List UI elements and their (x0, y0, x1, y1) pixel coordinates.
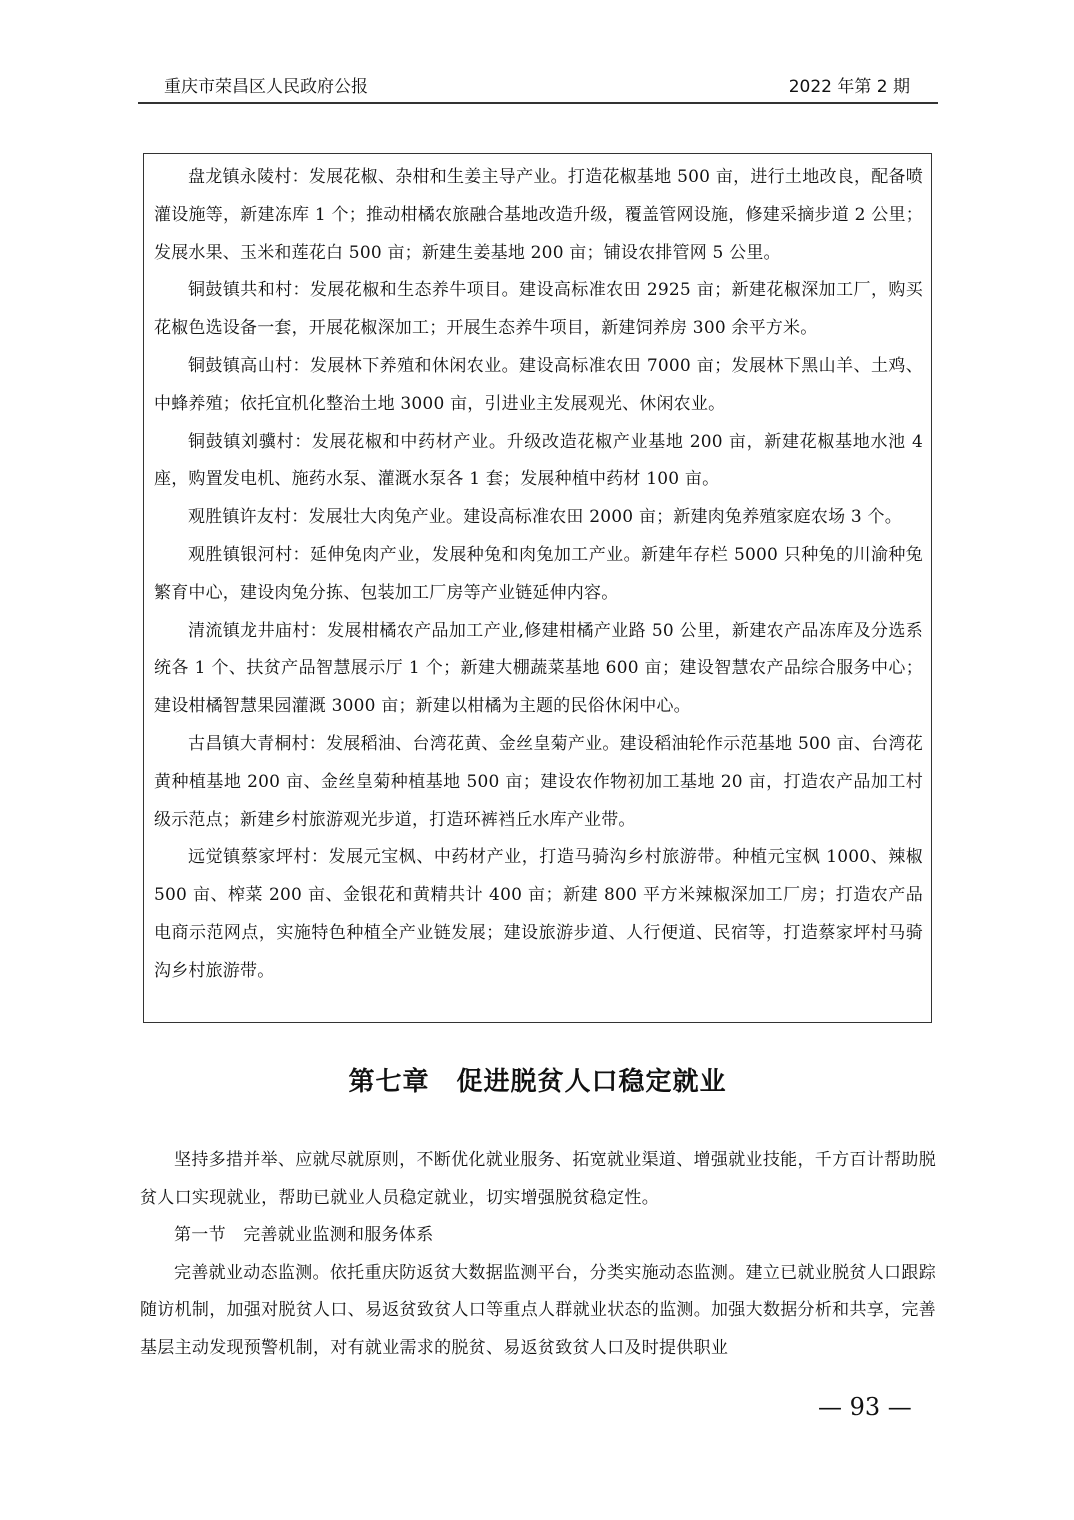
box-paragraph: 观胜镇许友村：发展壮大肉兔产业。建设高标准农田 2000 亩；新建肉兔养殖家庭农场 3 个。 (188, 507, 902, 528)
village-industry-box (143, 153, 932, 1023)
box-paragraph: 远觉镇蔡家坪村：发展元宝枫、中药材产业，打造马骑沟乡村旅游带。种植元宝枫 1000、辣椒 500 亩、榨菜 200 亩、金银花和黄精共计 400 亩；新建 800 平方米辣椒深加工厂房；打造农产品电商示范网点，实施特色种植全产业链发展；建设旅游步道、人行便道、民宿等，打造蔡家坪村马骑沟乡村旅游带。 (154, 847, 923, 981)
section-title: 第一节 完善就业监测和服务体系 (174, 1225, 434, 1245)
body-text (140, 1142, 936, 1367)
box-paragraph: 古昌镇大青桐村：发展稻油、台湾花黄、金丝皇菊产业。建设稻油轮作示范基地 500 亩、台湾花黄种植基地 200 亩、金丝皇菊种植基地 500 亩；建设农作物初加工基地 20 亩，打造农产品加工村级示范点；新建乡村旅游观光步道，打造环裤裆丘水库产业带。 (154, 733, 923, 830)
box-paragraph: 铜鼓镇刘骥村：发展花椒和中药材产业。升级改造花椒产业基地 200 亩，新建花椒基地水池 4 座，购置发电机、施药水泵、灌溉水泵各 1 套；发展种植中药材 100 亩。 (154, 431, 923, 490)
chapter-title: 第七章 促进脱贫人口稳定就业 (348, 1067, 727, 1097)
publication-name: 重庆市荣昌区人民政府公报 (164, 77, 368, 97)
box-paragraph: 铜鼓镇高山村：发展林下养殖和休闲农业。建设高标准农田 7000 亩；发展林下黑山羊、土鸡、中蜂养殖；依托宜机化整治土地 3000 亩，引进业主发展观光、休闲农业。 (154, 355, 923, 414)
page-number: — 93 — (818, 1393, 912, 1421)
page-header (138, 76, 938, 104)
box-paragraph: 盘龙镇永陵村：发展花椒、杂柑和生姜主导产业。打造花椒基地 500 亩，进行土地改良，配备喷灌设施等，新建冻库 1 个；推动柑橘农旅融合基地改造升级，覆盖管网设施，修建采摘步道 2 公里；发展水果、玉米和莲花白 500 亩；新建生姜基地 200 亩；铺设农排管网 5 公里。 (154, 167, 923, 263)
intro-paragraph: 坚持多措并举、应就尽就原则，不断优化就业服务、拓宽就业渠道、增强就业技能，千方百计帮助脱贫人口实现就业，帮助已就业人员稳定就业，切实增强脱贫稳定性。 (140, 1150, 936, 1208)
issue-number: 2022 年第 2 期 (788, 77, 910, 97)
body-paragraph: 完善就业动态监测。依托重庆防返贫大数据监测平台，分类实施动态监测。建立已就业脱贫人口跟踪随访机制，加强对脱贫人口、易返贫致贫人口等重点人群就业状态的监测。加强大数据分析和共享，完善基层主动发现预警机制，对有就业需求的脱贫、易返贫致贫人口及时提供职业 (140, 1262, 936, 1358)
box-paragraph: 铜鼓镇共和村：发展花椒和生态养牛项目。建设高标准农田 2925 亩；新建花椒深加工厂，购买花椒色选设备一套，开展花椒深加工；开展生态养牛项目，新建饲养房 300 余平方米。 (154, 280, 923, 339)
box-paragraph: 观胜镇银河村：延伸兔肉产业，发展种兔和肉兔加工产业。新建年存栏 5000 只种兔的川渝种兔繁育中心，建设肉兔分拣、包装加工厂房等产业链延伸内容。 (154, 544, 923, 603)
box-paragraph: 清流镇龙井庙村：发展柑橘农产品加工产业,修建柑橘产业路 50 公里，新建农产品冻库及分选系统各 1 个、扶贫产品智慧展示厅 1 个；新建大棚蔬菜基地 600 亩；建设智慧农产品综合服务中心；建设柑橘智慧果园灌溉 3000 亩；新建以柑橘为主题的民俗休闲中心。 (154, 620, 923, 717)
